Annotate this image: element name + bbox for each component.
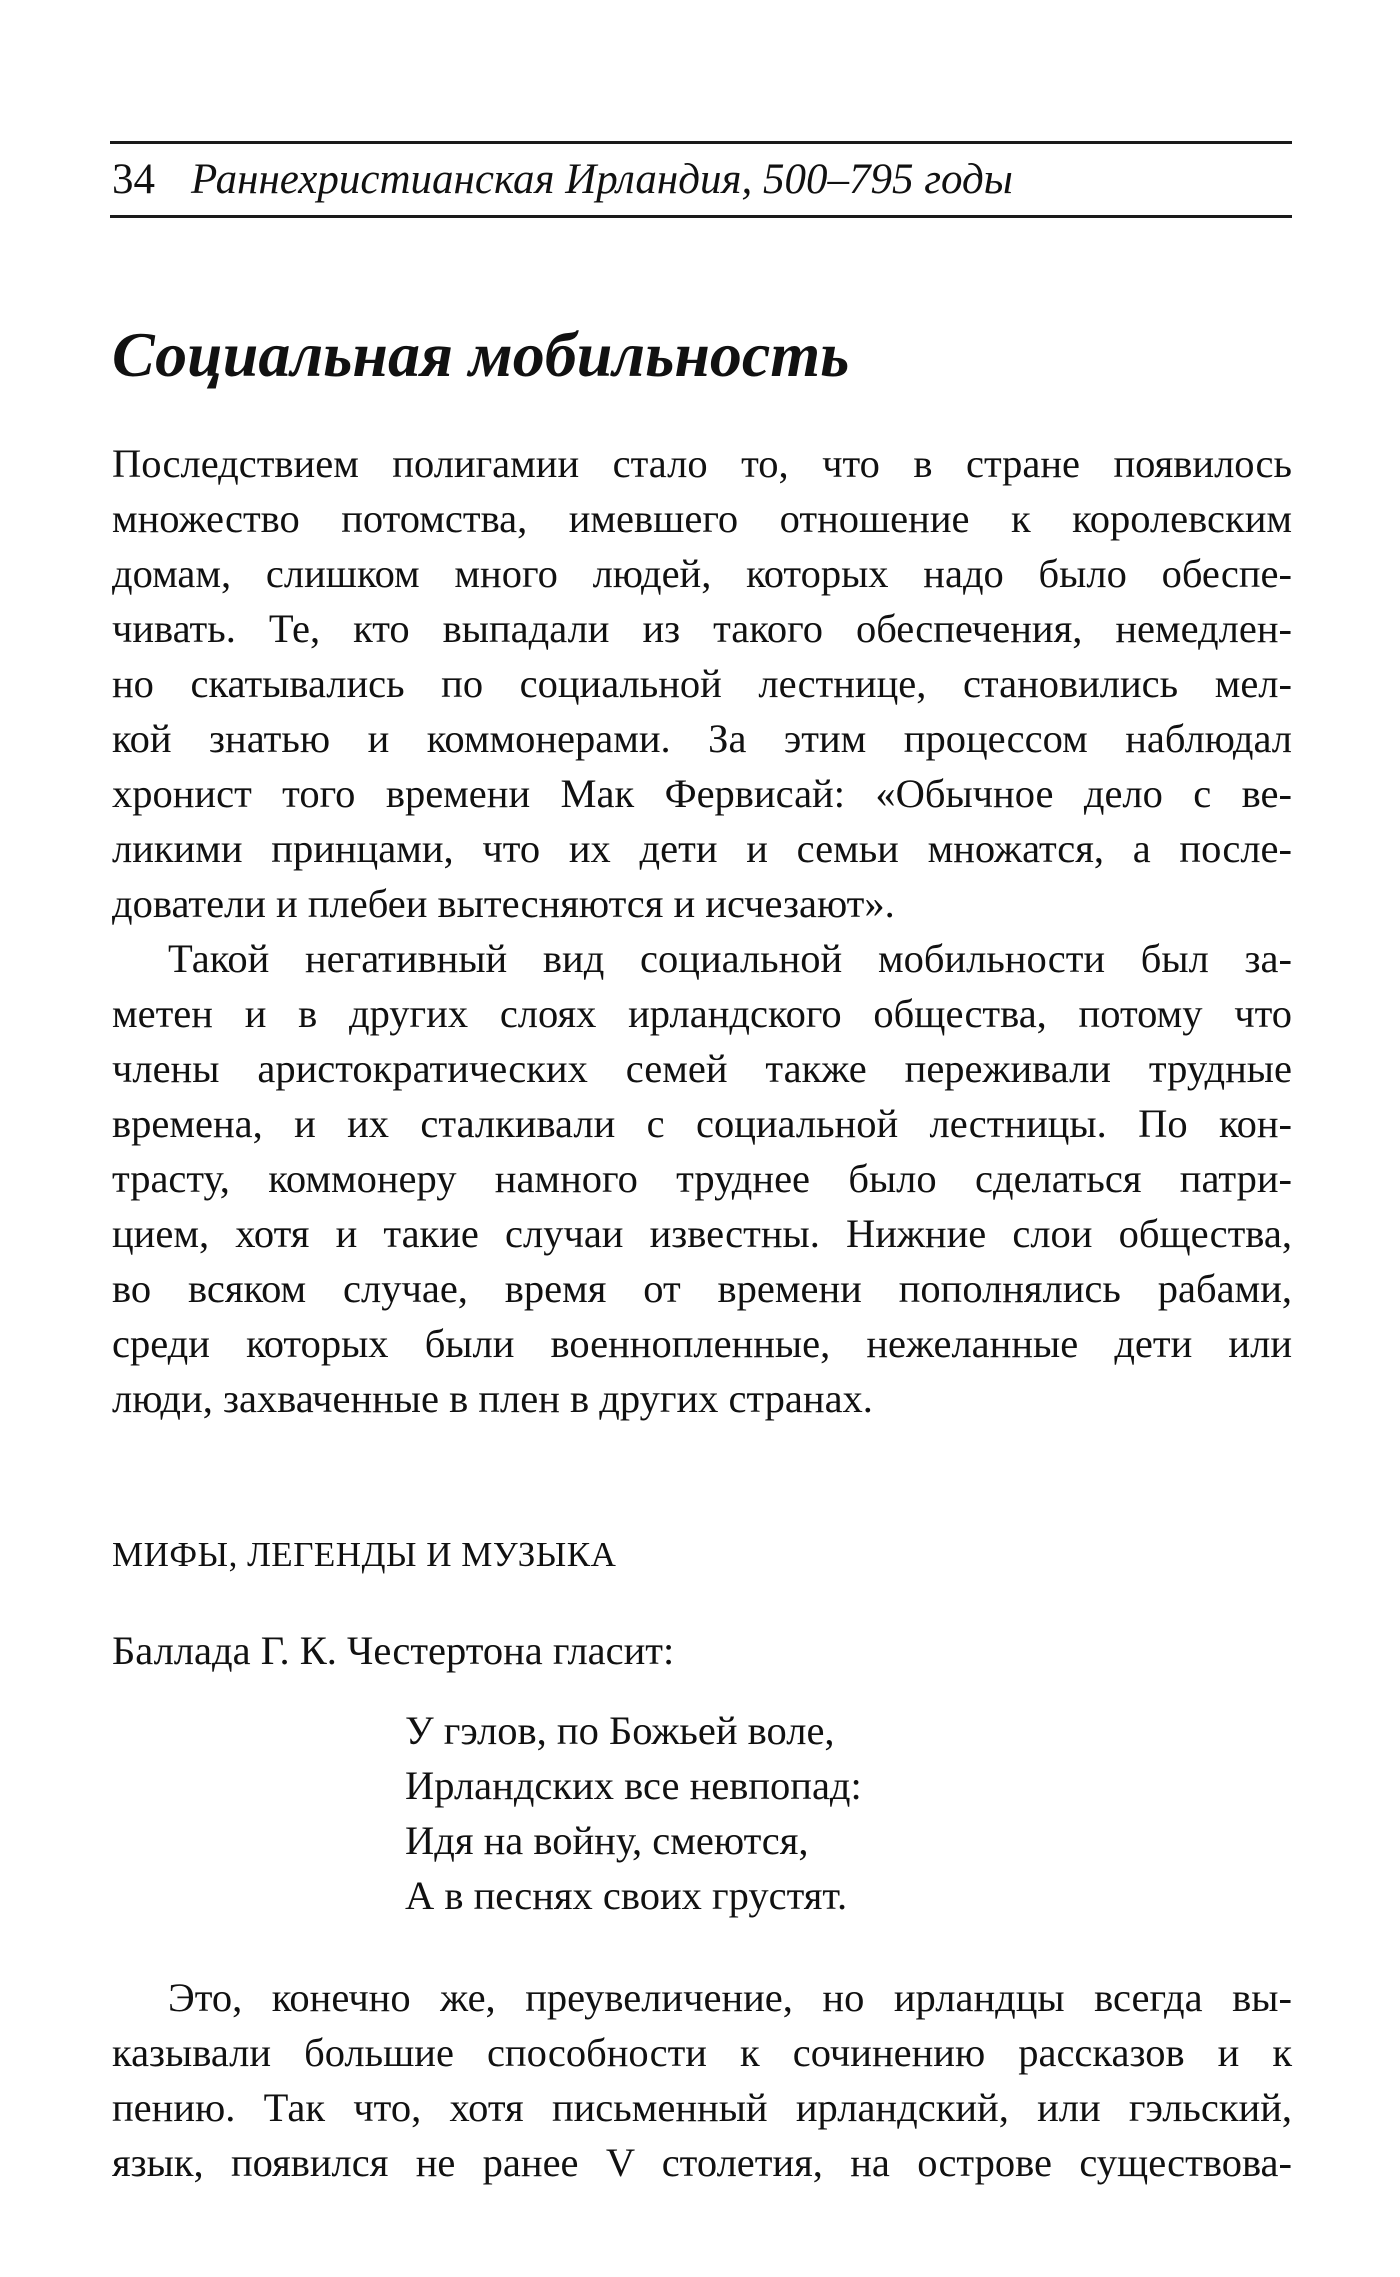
text-line: ликими принцами, что их дети и семьи множатся, а после- bbox=[112, 826, 1292, 871]
text-line: Такой негативный вид социальной мобильности был за- bbox=[168, 936, 1292, 981]
text-line: во всяком случае, время от времени пополнялись рабами, bbox=[112, 1266, 1292, 1311]
header-top-rule bbox=[110, 141, 1292, 144]
header-bottom-rule bbox=[110, 215, 1292, 218]
text-line: казывали большие способности к сочинению рассказов и к bbox=[112, 2030, 1292, 2075]
text-line: члены аристократических семей также переживали трудные bbox=[112, 1046, 1292, 1091]
verse-line: У гэлов, по Божьей воле, bbox=[405, 1708, 835, 1753]
text-line: среди которых были военнопленные, нежеланные дети или bbox=[112, 1321, 1292, 1366]
text-line: люди, захваченные в плен в других странах. bbox=[112, 1376, 873, 1421]
text-line: Последствием полигамии стало то, что в стране появилось bbox=[112, 441, 1292, 486]
section-title: Социальная мобильность bbox=[112, 319, 850, 390]
page-number: 34 bbox=[112, 156, 155, 203]
text-line: кой знатью и коммонерами. За этим процессом наблюдал bbox=[112, 716, 1292, 761]
text-line: множество потомства, имевшего отношение к королевским bbox=[112, 496, 1292, 541]
verse-line: Ирландских все невпопад: bbox=[405, 1763, 862, 1808]
text-line: Это, конечно же, преувеличение, но ирландцы всегда вы- bbox=[168, 1975, 1292, 2020]
text-line: дователи и плебеи вытесняются и исчезают». bbox=[112, 881, 895, 926]
ballad-intro: Баллада Г. К. Честертона гласит: bbox=[112, 1628, 675, 1673]
text-line: чивать. Те, кто выпадали из такого обеспечения, немедлен- bbox=[112, 606, 1292, 651]
subsection-heading: МИФЫ, ЛЕГЕНДЫ И МУЗЫКА bbox=[112, 1535, 617, 1574]
text-line: пению. Так что, хотя письменный ирландский, или гэльский, bbox=[112, 2085, 1292, 2130]
text-line: трасту, коммонеру намного труднее было сделаться патри- bbox=[112, 1156, 1292, 1201]
text-line: времена, и их сталкивали с социальной лестницы. По кон- bbox=[112, 1101, 1292, 1146]
text-line: хронист того времени Мак Фервисай: «Обычное дело с ве- bbox=[112, 771, 1292, 816]
book-title: Раннехристианская Ирландия, 500–795 годы bbox=[191, 156, 1013, 203]
running-head bbox=[112, 150, 1292, 210]
verse-line: А в песнях своих грустят. bbox=[405, 1873, 848, 1918]
text-line: язык, появился не ранее V столетия, на острове существова- bbox=[112, 2140, 1292, 2185]
text-line: домам, слишком много людей, которых надо было обеспе- bbox=[112, 551, 1292, 596]
verse-line: Идя на войну, смеются, bbox=[405, 1818, 809, 1863]
text-line: метен и в других слоях ирландского общества, потому что bbox=[112, 991, 1292, 1036]
text-line: но скатывались по социальной лестнице, становились мел- bbox=[112, 661, 1292, 706]
text-line: цием, хотя и такие случаи известны. Нижние слои общества, bbox=[112, 1211, 1292, 1256]
